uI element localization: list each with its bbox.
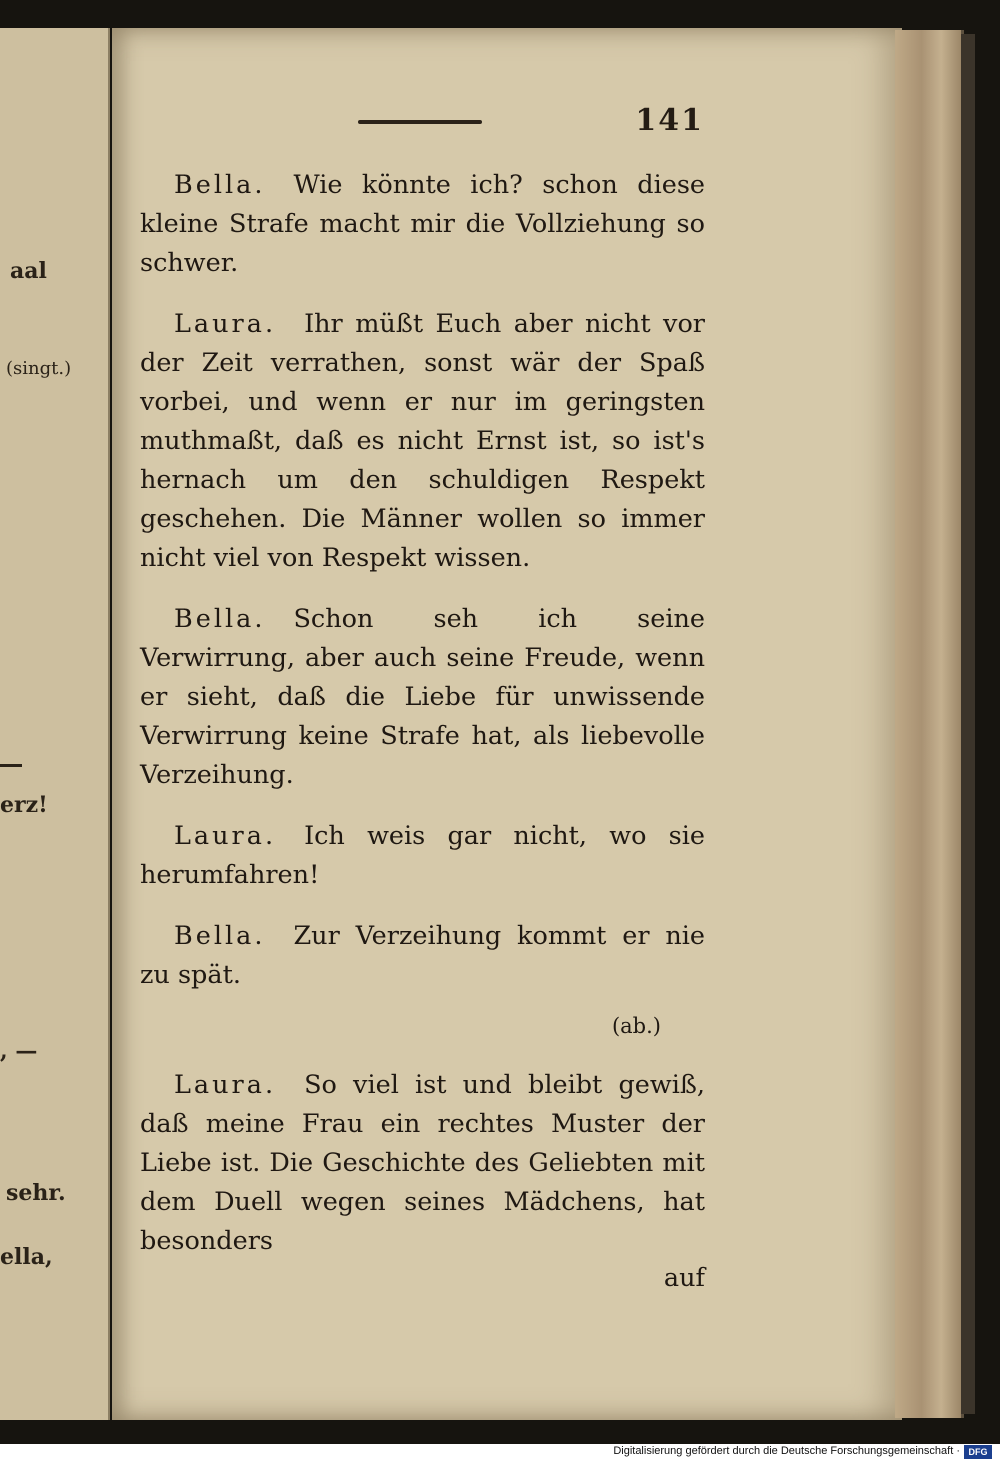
speaker-name: Laura. xyxy=(174,821,277,851)
catchword: auf xyxy=(663,1263,705,1293)
funding-credit: Digitalisierung gefördert durch die Deutsche Forschungsgemeinschaft · xyxy=(613,1445,960,1457)
dialogue-paragraph xyxy=(140,305,705,578)
left-fragment: aal xyxy=(10,258,47,284)
page-text xyxy=(140,166,705,1324)
left-fragment: , — xyxy=(0,1038,38,1064)
footer-bar xyxy=(0,1444,1000,1462)
stage-direction: (ab.) xyxy=(611,1014,661,1038)
book-cover-edge xyxy=(961,34,975,1414)
left-fragment: (singt.) xyxy=(6,358,72,379)
book-page xyxy=(112,28,902,1420)
left-fragment: sehr. xyxy=(6,1180,66,1206)
speaker-name: Bella. xyxy=(174,921,266,951)
dialogue-text: Zur Verzeihung kommt er nie zu spät. xyxy=(140,921,705,990)
dfg-logo-icon: DFG xyxy=(964,1445,992,1459)
previous-page-edge xyxy=(0,28,110,1420)
dialogue-paragraph xyxy=(140,917,705,995)
speaker-name: Bella. xyxy=(174,170,266,200)
page-edge-stack xyxy=(895,30,964,1418)
left-fragment: erz! xyxy=(0,792,48,818)
left-rule xyxy=(0,764,22,767)
dialogue-paragraph xyxy=(140,1066,705,1261)
speaker-name: Bella. xyxy=(174,604,266,634)
dialogue-text: Schon seh ich seine Verwirrung, aber auch seine Freude, wenn er sieht, daß die Liebe für unwissende Verwirrung keine Strafe hat, als liebevolle Verzeihung. xyxy=(140,604,705,790)
dialogue-paragraph xyxy=(140,166,705,283)
dialogue-paragraph xyxy=(140,600,705,795)
dialogue-text: Wie könnte ich? schon diese kleine Strafe macht mir die Vollziehung so schwer. xyxy=(140,170,705,278)
speaker-name: Laura. xyxy=(174,309,277,339)
dialogue-text: So viel ist und bleibt gewiß, daß meine Frau ein rechtes Muster der Liebe ist. Die Geschichte des Geliebten mit dem Duell wegen seines Mädchens, hat besonders xyxy=(140,1070,705,1256)
page-number: 141 xyxy=(635,103,704,138)
dialogue-text: Ihr müßt Euch aber nicht vor der Zeit verrathen, sonst wär der Spaß vorbei, und wenn er nur im geringsten muthmaßt, daß es nicht Ernst ist, so ist's hernach um den schuldigen Respekt geschehen. Die Männer wollen so immer nicht viel von Respekt wissen. xyxy=(140,309,705,573)
speaker-name: Laura. xyxy=(174,1070,277,1100)
header-rule xyxy=(358,120,482,124)
dialogue-paragraph xyxy=(140,817,705,895)
left-fragment: ella, xyxy=(0,1244,53,1270)
dialogue-text: Ich weis gar nicht, wo sie herumfahren! xyxy=(140,821,705,890)
